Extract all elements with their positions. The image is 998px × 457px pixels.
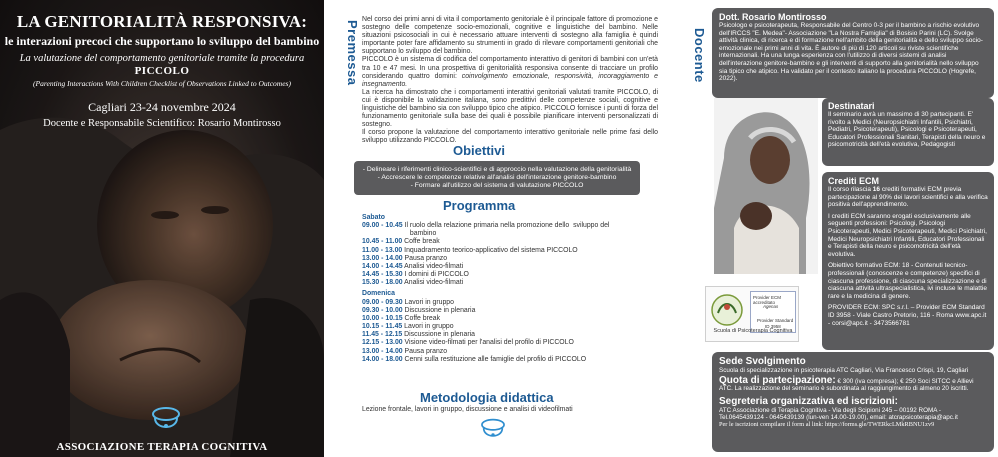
- programma-time: 14.45 - 15.30: [362, 271, 403, 279]
- cover-description: La valutazione del comportamento genitoriale tramite la procedura: [19, 53, 305, 64]
- programma-row: [362, 315, 652, 323]
- ecm-title: Crediti ECM: [828, 176, 880, 186]
- cert-line2: Agenas: [763, 304, 779, 309]
- programma-row: [362, 339, 652, 347]
- docente-bio: Psicologo e psicoterapeuta, Responsabile del Centro 0-3 per il bambino a rischio evolutivo dell'IRCCS "E. Medea"- Associazione "La Nostra Famiglia" di Bosisio Parini (LC). Svolge attività clinica, di ricerca e di formazione nell'ambito della genitorialità e dello sviluppo socio-emozionale nei primi anni di vita. È autore di più di 120 articoli su riviste scientifiche internazionali. Ha una lunga esperienza con l'utilizzo di diversi sistemi di analisi dell'interazione genitore-bambino e gli interventi di supporto alla genitorialità nello sviluppo sia tipico che atipico. Ha validato per il contesto italiano la procedura PICCOLO (Hogrefe, 2022).: [719, 22, 983, 83]
- cert-line1: Provider ECM accreditato: [753, 295, 782, 305]
- programma-time: 12.15 - 13.00: [362, 339, 403, 347]
- programma-row: [362, 255, 652, 263]
- programma-list: [362, 214, 652, 364]
- docente-box: [712, 8, 994, 98]
- obiettivi-box: [354, 161, 640, 195]
- sede-text: Scuola di specializzazione in psicoterapia ATC Cagliari, Via Francesco Crispi, 19, Cagliari: [719, 367, 969, 374]
- programma-activity: Inquadramento teorico-applicativo del sistema PICCOLO: [402, 246, 578, 254]
- destinatari-text: Il seminario avrà un massimo di 30 partecipanti. E' rivolto a Medici (Neuropsichiatri Infantili, Psichiatri, Pediatri, Psicoterapeuti), Psicologi e Psicoterapeuti, Educatori Professionali Sanitari, Terapisti della neuro e psicomotricità dell'età evolutiva, Pedagogisti: [828, 111, 986, 149]
- obiettivi-item: - Accrescere le competenze relative all'analisi dell'interazione genitore-bambino: [377, 174, 617, 181]
- programma-time: 11.00 - 13.00: [362, 246, 403, 254]
- programma-row: [362, 238, 652, 246]
- obiettivi-title: Obiettivi: [453, 143, 506, 158]
- cover-docente: Docente e Responsabile Scientifico: Rosario Montirosso: [43, 118, 281, 129]
- programma-day-domenica: Domenica: [362, 290, 395, 298]
- programma-row: [362, 307, 652, 315]
- programma-time: 15.30 - 18.00: [362, 279, 403, 287]
- obiettivi-item: - Formare all'utilizzo del sistema di valutazione PICCOLO: [410, 182, 584, 189]
- ecm-p2: I crediti ECM saranno erogati esclusivamente alle seguenti professioni: Psicologi, Psicologi Psicoterapeuti, Medici Psicoterapeuti, Medici Psichiatri, Medici Neuropsichiatri Infantili, Educatori Professionali e Terapisti della neuro e psicomotricità dell'età evolutiva.: [828, 212, 987, 258]
- cover-piccolo: PICCOLO: [134, 65, 190, 77]
- programma-time: 09.30 - 10.00: [362, 306, 403, 314]
- programma-activity: Lavori in gruppo: [402, 323, 454, 331]
- programma-activity: Coffe break: [402, 314, 441, 322]
- premessa-p2: [362, 56, 658, 88]
- programma-row: [362, 348, 652, 356]
- segreteria-text: ATC Associazione di Terapia Cognitiva - Via degli Scipioni 245 – 00192 ROMA - Tel.0645439124 - 0645439139 (lun-ven 14.00-19.00), email: atcrapsicoterapia@apc.it: [719, 406, 958, 421]
- programma-row: [362, 279, 652, 287]
- programma-activity: I domini di PICCOLO: [402, 271, 469, 279]
- spc-logo-icon: [710, 293, 744, 327]
- programma-activity: Discussione in plenaria: [402, 306, 476, 314]
- programma-title: Programma: [443, 198, 516, 213]
- cert-caption: Scuola di Psicoterapia Cognitiva: [713, 328, 793, 334]
- segreteria-title: Segreteria organizzativa ed iscrizioni:: [719, 395, 898, 407]
- sede-title: Sede Svolgimento: [719, 356, 806, 367]
- programma-time: 13.00 - 14.00: [362, 347, 403, 355]
- programma-time: 10.15 - 11.45: [362, 323, 403, 331]
- quota-block: [719, 377, 987, 392]
- ecm-credits: 16: [872, 186, 881, 193]
- programma-activity: Pausa pranzo: [402, 347, 448, 355]
- atc-logo-icon: [476, 415, 510, 443]
- premessa-p4: Il corso propone la valutazione del comportamento interattivo genitoriale nelle prime fasi dello sviluppo utilizzando PICCOLO.: [362, 129, 658, 145]
- programma-activity: Cenni sulla restituzione alle famiglie del profilo di PICCOLO: [402, 355, 587, 363]
- cover-acronym: (Parenting Interactions With Children Checklist of Observations Linked to Outcomes): [33, 79, 291, 88]
- programma-time: 10.45 - 11.00: [362, 238, 403, 246]
- premessa-p2a: PICCOLO è un sistema di codifica del comportamento interattivo di genitori di bambini con un'età tra 10 e 47 mesi. In una prospettiva di genitorialità responsiva consente di tracciare un profilo considerando quattro domini:: [362, 56, 658, 80]
- programma-time: 09.00 - 10.45: [362, 222, 403, 230]
- cover-panel: [0, 0, 324, 457]
- ecm-p4: PROVIDER ECM: SPC s.r.l. – Provider ECM Standard ID 3958 - Viale Castro Pretorio, 116 - Roma www.apc.it - corsi@apc.it - 3473566781: [828, 304, 987, 327]
- programma-row: [362, 222, 652, 230]
- programma-row: [362, 331, 652, 339]
- premessa-p2b: coinvolgimento emozionale, responsività, incoraggiamento e insegnamento.: [362, 72, 658, 88]
- programma-time: 11.45 - 12.15: [362, 331, 403, 339]
- programma-row: [362, 323, 652, 331]
- cert-line4: ID 3958: [765, 324, 781, 329]
- premessa-text: [362, 16, 658, 146]
- cover-date: Cagliari 23-24 novembre 2024: [88, 100, 236, 114]
- programma-time: 14.00 - 14.45: [362, 262, 403, 270]
- programma-activity: Visione video-filmati per l'analisi del profilo di PICCOLO: [402, 339, 574, 347]
- premessa-label: Premessa: [345, 20, 360, 86]
- programma-row: [362, 263, 652, 271]
- cover-heading: [0, 0, 324, 129]
- cert-line3: Provider Standard: [757, 318, 794, 323]
- programma-row: [362, 271, 652, 279]
- ecm-p1a: Il corso rilascia: [828, 186, 873, 193]
- programma-time: 10.00 - 10.15: [362, 314, 403, 322]
- destinatari-title: Destinatari: [828, 101, 875, 111]
- agenas-badge: [750, 291, 796, 333]
- quota-title: Quota di partecipazione:: [719, 375, 836, 387]
- ecm-box: [822, 172, 994, 350]
- programma-day-sabato: Sabato: [362, 214, 385, 221]
- ecm-p1c: crediti formativi ECM previa partecipazione al 90% dei lavori scientifici e alla verifica positiva dell'apprendimento.: [828, 186, 988, 209]
- programma-activity: Analisi video-filmati: [402, 262, 464, 270]
- docente-label: Docente: [692, 28, 707, 83]
- programma-activity: bambino: [362, 230, 437, 238]
- metodologia-text: Lezione frontale, lavori in gruppo, discussione e analisi di videofilmati: [362, 406, 573, 413]
- programma-activity: Lavori in gruppo: [402, 298, 454, 306]
- cover-subtitle: le interazioni precoci che supportano lo sviluppo del bambino: [4, 34, 320, 48]
- programma-time: 13.00 - 14.00: [362, 254, 403, 262]
- ecm-p1: [828, 186, 988, 209]
- programma-row: [362, 247, 652, 255]
- programma-row: [362, 299, 652, 307]
- destinatari-box: [822, 98, 994, 166]
- obiettivi-item: - Delineare i riferimenti clinico-scientifici e di approccio nella valutazione della genitorialità: [362, 166, 632, 173]
- programma-row: [362, 356, 652, 364]
- programma-activity: Pausa pranzo: [402, 254, 448, 262]
- cover-association: ASSOCIAZIONE TERAPIA COGNITIVA: [56, 441, 268, 453]
- programma-activity: Analisi video-filmati: [402, 279, 464, 287]
- programma-time: 14.00 - 18.00: [362, 355, 403, 363]
- cover-title: LA GENITORIALITÀ RESPONSIVA:: [16, 12, 308, 31]
- premessa-p3: La ricerca ha dimostrato che i comportamenti interattivi genitoriali valutati tramite PICCOLO, di cui è disponibile la validazione italiana, sono predittivi delle competenze sociali, cognitive e linguistiche del bambino sia con sviluppo tipico che atipico. PICCOLO fornisce i punti di forza del funzionamento genitoriale sulla base dei quali è possibile pianificare interventi personalizzati di sostegno.: [362, 88, 658, 129]
- programma-row: [362, 230, 652, 238]
- quota-text: € 300 (iva compresa); € 250 Soci SITCC e Allievi ATC. La realizzazione del seminario è subordinata al raggiungimento di almeno 20 iscritti.: [719, 378, 974, 393]
- programma-activity: Discussione in plenaria: [402, 331, 476, 339]
- sede-box: [712, 352, 994, 452]
- programma-time: 09.00 - 09.30: [362, 298, 403, 306]
- metodologia-title: Metodologia didattica: [420, 390, 554, 405]
- premessa-p1: Nel corso dei primi anni di vita il comportamento genitoriale è il principale fattore di promozione e sostegno delle competenze socio-emozionali, cognitive e linguistiche del bambino. Nelle situazioni psicosociali in cui è necessario attuare interventi di sostegno alla famiglia è quindi importante poter fare affidamento su strumenti in grado di rilevare comportamenti genitoriali che supportano lo sviluppo del bambino.: [362, 16, 658, 56]
- atc-logo-icon: [146, 404, 186, 434]
- sabato-rows: [362, 222, 652, 287]
- mother-baby-photo-right: [714, 98, 818, 274]
- programma-activity: Il ruolo della relazione primaria nella promozione dello sviluppo del: [402, 222, 610, 230]
- ecm-p3: Obiettivo formativo ECM: 18 - Contenuti tecnico-professionali (conoscenze e competenze) specifici di ciascuna professione, di ciascuna specializzazione e di ciascuna attività ultraspecialistica, ivi incluse le malattie rare e la medicina di genere.: [828, 262, 987, 300]
- docente-name: Dott. Rosario Montirosso: [719, 12, 827, 22]
- domenica-rows: [362, 299, 652, 364]
- iscrizione-link[interactable]: Per le iscrizioni compilare il form al link: https://forms.gle/TWERkcLMkRBNU1zv9: [719, 421, 935, 429]
- programma-activity: Coffe break: [402, 238, 440, 246]
